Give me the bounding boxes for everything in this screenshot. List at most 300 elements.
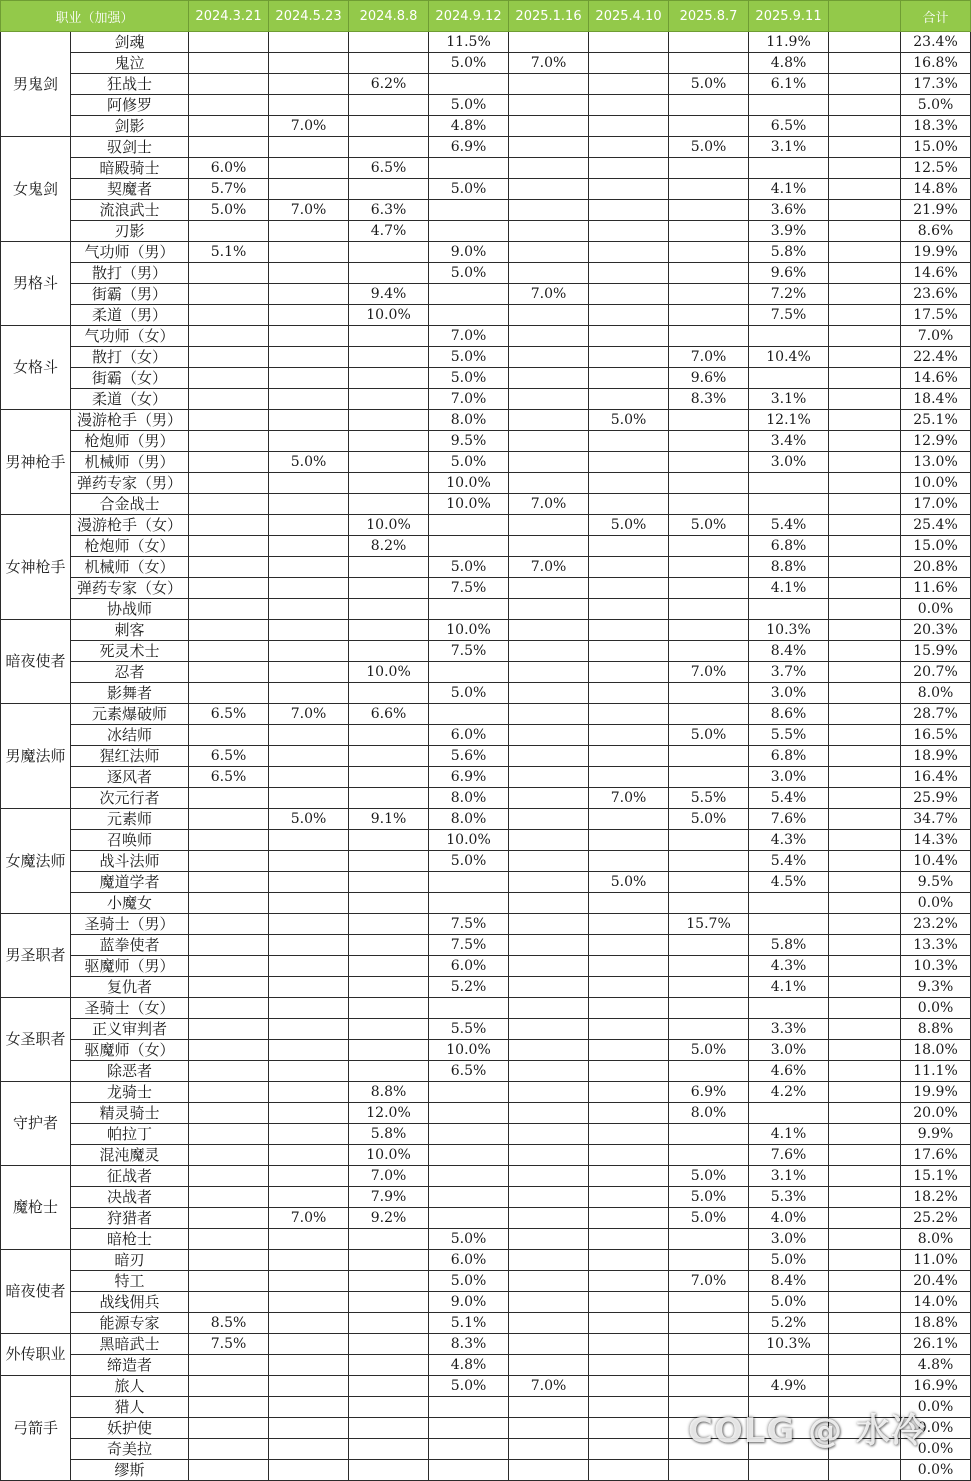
blank-cell xyxy=(829,410,901,431)
table-row xyxy=(1,557,971,578)
buff-value-cell: 5.0% xyxy=(429,95,509,116)
buff-value-cell: 4.3% xyxy=(749,956,829,977)
buff-value-cell: 7.0% xyxy=(269,704,349,725)
subclass-cell: 战线佣兵 xyxy=(71,1292,189,1313)
buff-value-cell xyxy=(589,893,669,914)
buff-value-cell xyxy=(349,1040,429,1061)
buff-value-cell xyxy=(509,473,589,494)
subclass-cell: 剑影 xyxy=(71,116,189,137)
buff-value-cell: 4.1% xyxy=(749,578,829,599)
class-group-cell: 男圣职者 xyxy=(1,914,71,998)
buff-value-cell xyxy=(189,641,269,662)
buff-value-cell xyxy=(589,200,669,221)
buff-value-cell xyxy=(269,872,349,893)
buff-value-cell xyxy=(429,536,509,557)
buff-value-cell xyxy=(269,137,349,158)
buff-value-cell xyxy=(269,263,349,284)
buff-value-cell: 10.3% xyxy=(749,1334,829,1355)
total-cell: 15.0% xyxy=(901,536,971,557)
buff-value-cell xyxy=(509,1208,589,1229)
buff-value-cell xyxy=(669,1061,749,1082)
buff-value-cell: 5.2% xyxy=(429,977,509,998)
date-column-header: 2025.9.11 xyxy=(749,1,829,32)
buff-value-cell xyxy=(669,179,749,200)
buff-value-cell: 7.0% xyxy=(509,284,589,305)
total-cell: 11.6% xyxy=(901,578,971,599)
total-cell: 23.2% xyxy=(901,914,971,935)
buff-value-cell xyxy=(589,1355,669,1376)
buff-value-cell xyxy=(349,914,429,935)
blank-cell xyxy=(829,809,901,830)
date-column-header: 2024.5.23 xyxy=(269,1,349,32)
buff-value-cell xyxy=(669,1418,749,1439)
buff-value-cell xyxy=(589,158,669,179)
blank-cell xyxy=(829,179,901,200)
buff-value-cell xyxy=(189,263,269,284)
subclass-cell: 帕拉丁 xyxy=(71,1124,189,1145)
buff-value-cell xyxy=(269,158,349,179)
buff-value-cell: 7.6% xyxy=(749,809,829,830)
blank-cell xyxy=(829,1061,901,1082)
buff-value-cell xyxy=(509,158,589,179)
buff-value-cell xyxy=(429,221,509,242)
buff-value-cell xyxy=(349,788,429,809)
buff-value-cell xyxy=(269,830,349,851)
buff-value-cell: 9.2% xyxy=(349,1208,429,1229)
table-row xyxy=(1,998,971,1019)
buff-value-cell xyxy=(589,95,669,116)
class-group-cell: 女圣职者 xyxy=(1,998,71,1082)
subclass-cell: 精灵骑士 xyxy=(71,1103,189,1124)
subclass-cell: 黑暗武士 xyxy=(71,1334,189,1355)
subclass-cell: 合金战士 xyxy=(71,494,189,515)
buff-value-cell xyxy=(269,53,349,74)
buff-value-cell xyxy=(749,893,829,914)
buff-value-cell xyxy=(509,536,589,557)
buff-value-cell xyxy=(589,1061,669,1082)
table-row xyxy=(1,284,971,305)
buff-value-cell xyxy=(269,725,349,746)
subclass-cell: 除恶者 xyxy=(71,1061,189,1082)
buff-value-cell: 8.4% xyxy=(749,1271,829,1292)
blank-cell xyxy=(829,1355,901,1376)
total-cell: 18.8% xyxy=(901,1313,971,1334)
buff-value-cell xyxy=(189,410,269,431)
table-row xyxy=(1,1145,971,1166)
buff-value-cell xyxy=(189,788,269,809)
blank-cell xyxy=(829,515,901,536)
buff-value-cell xyxy=(509,662,589,683)
subclass-cell: 逐风者 xyxy=(71,767,189,788)
buff-value-cell xyxy=(349,1019,429,1040)
buff-value-cell: 5.4% xyxy=(749,851,829,872)
table-row xyxy=(1,683,971,704)
buff-value-cell xyxy=(189,725,269,746)
class-column-header: 职业（加强） xyxy=(1,1,189,32)
buff-value-cell xyxy=(509,746,589,767)
total-cell: 20.3% xyxy=(901,620,971,641)
subclass-cell: 枪炮师（男） xyxy=(71,431,189,452)
blank-cell xyxy=(829,851,901,872)
blank-cell xyxy=(829,1292,901,1313)
buff-value-cell: 5.0% xyxy=(429,179,509,200)
blank-cell xyxy=(829,872,901,893)
buff-value-cell: 6.8% xyxy=(749,746,829,767)
buff-value-cell xyxy=(349,1250,429,1271)
buff-value-cell: 4.1% xyxy=(749,179,829,200)
buff-value-cell: 9.0% xyxy=(429,242,509,263)
total-cell: 14.3% xyxy=(901,830,971,851)
buff-value-cell xyxy=(429,1166,509,1187)
buff-value-cell xyxy=(269,788,349,809)
buff-value-cell xyxy=(349,620,429,641)
buff-value-cell xyxy=(189,1166,269,1187)
buff-value-cell xyxy=(509,1229,589,1250)
blank-cell xyxy=(829,1397,901,1418)
buff-value-cell xyxy=(269,494,349,515)
subclass-cell: 机械师（男） xyxy=(71,452,189,473)
buff-value-cell xyxy=(349,1061,429,1082)
total-cell: 8.0% xyxy=(901,1229,971,1250)
table-row xyxy=(1,704,971,725)
buff-value-cell xyxy=(509,956,589,977)
table-row xyxy=(1,1439,971,1460)
subclass-cell: 弹药专家（男） xyxy=(71,473,189,494)
total-cell: 0.0% xyxy=(901,599,971,620)
buff-value-cell: 6.0% xyxy=(429,956,509,977)
subclass-cell: 街霸（男） xyxy=(71,284,189,305)
buff-value-cell xyxy=(509,200,589,221)
total-cell: 14.6% xyxy=(901,368,971,389)
blank-cell xyxy=(829,1124,901,1145)
buff-value-cell: 10.0% xyxy=(429,494,509,515)
table-row xyxy=(1,1061,971,1082)
subclass-cell: 蓝拳使者 xyxy=(71,935,189,956)
buff-value-cell xyxy=(509,431,589,452)
total-cell: 10.3% xyxy=(901,956,971,977)
buff-value-cell xyxy=(749,326,829,347)
total-cell: 16.8% xyxy=(901,53,971,74)
buff-value-cell xyxy=(589,1040,669,1061)
buff-value-cell: 10.0% xyxy=(429,473,509,494)
blank-cell xyxy=(829,1103,901,1124)
buff-value-cell: 6.5% xyxy=(429,1061,509,1082)
buff-value-cell xyxy=(429,1439,509,1460)
buff-value-cell xyxy=(189,1061,269,1082)
blank-cell xyxy=(829,725,901,746)
buff-value-cell: 12.1% xyxy=(749,410,829,431)
buff-value-cell xyxy=(589,851,669,872)
table-row xyxy=(1,200,971,221)
total-cell: 20.4% xyxy=(901,1271,971,1292)
subclass-cell: 协战师 xyxy=(71,599,189,620)
buff-value-cell xyxy=(269,1082,349,1103)
buff-value-cell xyxy=(589,1376,669,1397)
class-group-cell: 外传职业 xyxy=(1,1334,71,1376)
buff-value-cell xyxy=(269,431,349,452)
buff-value-cell xyxy=(509,515,589,536)
buff-value-cell xyxy=(189,536,269,557)
buff-value-cell xyxy=(589,1166,669,1187)
buff-value-cell xyxy=(509,1082,589,1103)
buff-value-cell xyxy=(589,620,669,641)
total-cell: 18.4% xyxy=(901,389,971,410)
buff-value-cell: 5.7% xyxy=(189,179,269,200)
buff-value-cell xyxy=(589,1103,669,1124)
buff-value-cell xyxy=(189,578,269,599)
buff-value-cell: 4.8% xyxy=(429,1355,509,1376)
blank-cell xyxy=(829,1208,901,1229)
buff-value-cell: 5.0% xyxy=(669,1166,749,1187)
buff-value-cell xyxy=(189,1397,269,1418)
blank-cell xyxy=(829,998,901,1019)
buff-value-cell: 10.0% xyxy=(349,515,429,536)
buff-value-cell xyxy=(189,872,269,893)
buff-value-cell: 5.8% xyxy=(749,935,829,956)
blank-cell xyxy=(829,893,901,914)
subclass-cell: 契魔者 xyxy=(71,179,189,200)
buff-value-cell: 9.4% xyxy=(349,284,429,305)
buff-value-cell xyxy=(349,473,429,494)
buff-value-cell xyxy=(269,1397,349,1418)
buff-value-cell xyxy=(189,74,269,95)
total-cell: 13.3% xyxy=(901,935,971,956)
buff-value-cell xyxy=(269,998,349,1019)
blank-cell xyxy=(829,95,901,116)
buff-value-cell xyxy=(669,263,749,284)
subclass-cell: 元素师 xyxy=(71,809,189,830)
buff-value-cell xyxy=(509,1124,589,1145)
buff-value-cell: 5.0% xyxy=(589,872,669,893)
buff-value-cell xyxy=(189,956,269,977)
buff-value-cell xyxy=(189,1460,269,1481)
buff-value-cell: 5.0% xyxy=(269,809,349,830)
buff-value-cell xyxy=(269,1145,349,1166)
buff-value-cell xyxy=(269,956,349,977)
table-row xyxy=(1,32,971,53)
buff-value-cell xyxy=(509,851,589,872)
buff-value-cell xyxy=(189,809,269,830)
buff-value-cell xyxy=(589,116,669,137)
table-row xyxy=(1,158,971,179)
buff-value-cell xyxy=(269,1124,349,1145)
table-row xyxy=(1,662,971,683)
buff-value-cell xyxy=(669,410,749,431)
buff-value-cell: 6.2% xyxy=(349,74,429,95)
buff-value-cell: 4.2% xyxy=(749,1082,829,1103)
buff-value-cell xyxy=(669,1145,749,1166)
blank-cell xyxy=(829,1082,901,1103)
buff-value-cell xyxy=(269,599,349,620)
subclass-cell: 猎人 xyxy=(71,1397,189,1418)
subclass-cell: 刃影 xyxy=(71,221,189,242)
buff-value-cell: 11.9% xyxy=(749,32,829,53)
buff-value-cell xyxy=(349,410,429,431)
buff-value-cell xyxy=(589,557,669,578)
subclass-cell: 战斗法师 xyxy=(71,851,189,872)
buff-value-cell xyxy=(349,1313,429,1334)
buff-value-cell xyxy=(429,1103,509,1124)
buff-value-cell: 10.0% xyxy=(429,830,509,851)
buff-value-cell xyxy=(349,1271,429,1292)
subclass-cell: 柔道（男） xyxy=(71,305,189,326)
buff-value-cell: 7.0% xyxy=(269,116,349,137)
buff-value-cell xyxy=(589,935,669,956)
buff-value-cell: 3.0% xyxy=(749,683,829,704)
class-group-cell: 魔枪士 xyxy=(1,1166,71,1250)
subclass-cell: 阿修罗 xyxy=(71,95,189,116)
table-row xyxy=(1,410,971,431)
buff-value-cell xyxy=(349,683,429,704)
buff-value-cell xyxy=(349,578,429,599)
class-group-cell: 暗夜使者 xyxy=(1,1250,71,1334)
buff-value-cell xyxy=(349,494,429,515)
buff-value-cell xyxy=(509,1313,589,1334)
blank-cell xyxy=(829,704,901,725)
blank-cell xyxy=(829,368,901,389)
total-cell: 23.4% xyxy=(901,32,971,53)
buff-value-cell xyxy=(189,515,269,536)
table-row xyxy=(1,263,971,284)
total-cell: 5.0% xyxy=(901,95,971,116)
buff-value-cell: 7.9% xyxy=(349,1187,429,1208)
total-cell: 25.1% xyxy=(901,410,971,431)
buff-value-cell xyxy=(589,746,669,767)
buff-value-cell xyxy=(189,32,269,53)
table-row xyxy=(1,431,971,452)
table-row xyxy=(1,305,971,326)
buff-value-cell xyxy=(269,1418,349,1439)
buff-value-cell: 5.0% xyxy=(589,410,669,431)
buff-value-cell xyxy=(589,599,669,620)
subclass-cell: 复仇者 xyxy=(71,977,189,998)
buff-value-cell xyxy=(509,1145,589,1166)
buff-value-cell xyxy=(509,683,589,704)
buff-value-cell: 3.3% xyxy=(749,1019,829,1040)
buff-value-cell xyxy=(589,494,669,515)
buff-value-cell xyxy=(429,704,509,725)
buff-value-cell xyxy=(349,851,429,872)
buff-value-cell xyxy=(589,1292,669,1313)
buff-value-cell xyxy=(269,410,349,431)
blank-cell xyxy=(829,284,901,305)
table-row xyxy=(1,1313,971,1334)
table-row xyxy=(1,221,971,242)
buff-value-cell: 3.0% xyxy=(749,1229,829,1250)
subclass-cell: 召唤师 xyxy=(71,830,189,851)
buff-value-cell: 7.0% xyxy=(509,53,589,74)
total-cell: 14.6% xyxy=(901,263,971,284)
class-group-cell: 女鬼剑 xyxy=(1,137,71,242)
buff-value-cell xyxy=(269,305,349,326)
buff-value-cell xyxy=(349,389,429,410)
buff-value-cell: 7.0% xyxy=(589,788,669,809)
blank-cell xyxy=(829,620,901,641)
buff-value-cell: 4.5% xyxy=(749,872,829,893)
subclass-cell: 驱魔师（男） xyxy=(71,956,189,977)
buff-value-cell xyxy=(509,326,589,347)
buff-value-cell xyxy=(269,1061,349,1082)
total-cell: 8.8% xyxy=(901,1019,971,1040)
buff-value-cell xyxy=(429,1397,509,1418)
buff-value-cell: 5.0% xyxy=(269,452,349,473)
buff-value-cell: 6.0% xyxy=(189,158,269,179)
subclass-cell: 死灵术士 xyxy=(71,641,189,662)
table-row xyxy=(1,851,971,872)
buff-value-cell xyxy=(349,557,429,578)
table-row xyxy=(1,536,971,557)
buff-value-cell xyxy=(509,1397,589,1418)
buff-value-cell xyxy=(189,368,269,389)
subclass-cell: 漫游枪手（男） xyxy=(71,410,189,431)
buff-value-cell: 5.0% xyxy=(669,725,749,746)
subclass-cell: 鬼泣 xyxy=(71,53,189,74)
subclass-cell: 特工 xyxy=(71,1271,189,1292)
subclass-cell: 流浪武士 xyxy=(71,200,189,221)
buff-value-cell: 8.3% xyxy=(429,1334,509,1355)
table-row xyxy=(1,326,971,347)
total-cell: 20.0% xyxy=(901,1103,971,1124)
buff-value-cell: 6.5% xyxy=(189,746,269,767)
buff-value-cell xyxy=(189,1124,269,1145)
buff-value-cell xyxy=(349,1460,429,1481)
buff-value-cell xyxy=(669,158,749,179)
buff-value-cell xyxy=(509,977,589,998)
buff-value-cell xyxy=(269,74,349,95)
blank-cell xyxy=(829,53,901,74)
buff-value-cell xyxy=(669,893,749,914)
buff-value-cell: 3.0% xyxy=(749,767,829,788)
buff-value-cell xyxy=(509,1418,589,1439)
buff-value-cell xyxy=(669,746,749,767)
table-row xyxy=(1,893,971,914)
buff-value-cell xyxy=(269,1439,349,1460)
blank-cell xyxy=(829,977,901,998)
total-cell: 11.0% xyxy=(901,1250,971,1271)
buff-value-cell xyxy=(349,452,429,473)
buff-value-cell xyxy=(749,1460,829,1481)
buff-value-cell xyxy=(589,263,669,284)
subclass-cell: 征战者 xyxy=(71,1166,189,1187)
table-row xyxy=(1,515,971,536)
buff-value-cell xyxy=(429,599,509,620)
class-group-cell: 弓箭手 xyxy=(1,1376,71,1481)
blank-cell xyxy=(829,221,901,242)
buff-value-cell xyxy=(669,200,749,221)
buff-value-cell xyxy=(509,179,589,200)
table-row xyxy=(1,1166,971,1187)
blank-cell xyxy=(829,1187,901,1208)
buff-value-cell xyxy=(349,116,429,137)
class-group-cell: 男魔法师 xyxy=(1,704,71,809)
blank-cell xyxy=(829,1040,901,1061)
buff-value-cell xyxy=(589,536,669,557)
buff-value-cell xyxy=(189,1019,269,1040)
buff-value-cell xyxy=(269,1376,349,1397)
buff-value-cell xyxy=(269,1103,349,1124)
buff-value-cell xyxy=(509,116,589,137)
buff-value-cell: 3.1% xyxy=(749,1166,829,1187)
buff-value-cell xyxy=(189,1250,269,1271)
blank-cell xyxy=(829,830,901,851)
buff-value-cell xyxy=(669,473,749,494)
table-row xyxy=(1,137,971,158)
buff-value-cell: 8.0% xyxy=(429,410,509,431)
blank-cell xyxy=(829,935,901,956)
buff-value-cell: 5.0% xyxy=(669,515,749,536)
buff-value-cell: 5.0% xyxy=(429,452,509,473)
buff-value-cell xyxy=(589,431,669,452)
